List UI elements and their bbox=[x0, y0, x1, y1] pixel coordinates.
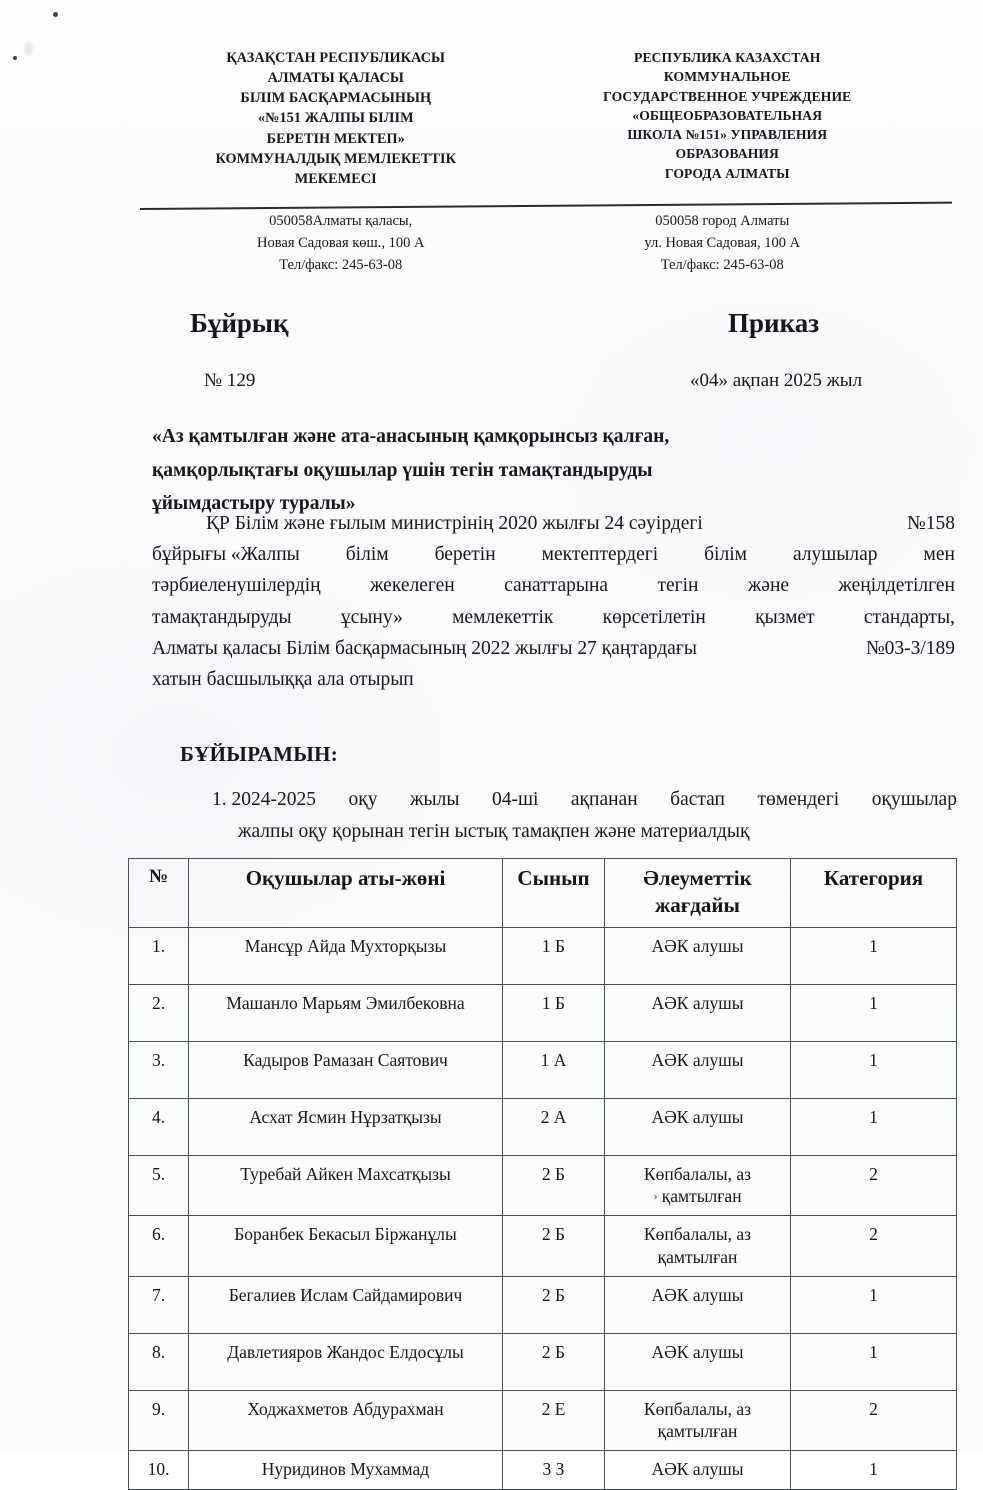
cell-num: 10. bbox=[129, 1451, 189, 1490]
preamble-text: санаттарына bbox=[504, 575, 609, 597]
command-item-text: ақпанан bbox=[570, 789, 638, 810]
cell-num: 2. bbox=[129, 984, 189, 1041]
preamble-text: мен bbox=[923, 544, 955, 566]
students-table bbox=[128, 858, 957, 1490]
cell-social-line2: › қамтылған bbox=[608, 1185, 787, 1208]
letterhead-kazakh-line: БЕРЕТІН МЕКТЕП» bbox=[266, 130, 405, 147]
cell-name: Ходжахметов Абдурахман bbox=[189, 1390, 503, 1451]
column-header-category: Категория bbox=[791, 859, 957, 928]
cell-social-line1: Көпбалалы, аз bbox=[643, 1224, 752, 1245]
cell-category: 2 bbox=[791, 1155, 957, 1216]
cell-name: Асхат Ясмин Нұрзатқызы bbox=[189, 1098, 503, 1155]
cell-social-line1: АӘК алушы bbox=[651, 1459, 744, 1480]
cell-category: 2 bbox=[791, 1216, 957, 1277]
letterhead-kazakh bbox=[140, 48, 532, 189]
letterhead-russian-line: «ОБЩЕОБРАЗОВАТЕЛЬНАЯ bbox=[632, 107, 823, 123]
command-item-line: жалпы оқу қорынан тегін ыстық тамақпен және материалдық bbox=[238, 820, 750, 842]
cell-social bbox=[605, 984, 791, 1041]
preamble-line bbox=[152, 508, 955, 539]
table-row bbox=[129, 1451, 957, 1490]
letterhead-kazakh-line: ҚАЗАҚСТАН РЕСПУБЛИКАСЫ bbox=[226, 50, 446, 66]
cell-category: 1 bbox=[791, 1041, 957, 1098]
cell-social-line1: АӘК алушы bbox=[651, 992, 744, 1013]
preamble-text: беретін bbox=[434, 544, 496, 566]
table-row bbox=[129, 1276, 957, 1333]
cell-social-line2: қамтылған bbox=[657, 1421, 738, 1442]
letterhead-kazakh-line: БІЛІМ БАСҚАРМАСЫНЫҢ bbox=[240, 90, 432, 107]
order-subject-line: ұйымдастыру туралы» bbox=[152, 493, 356, 515]
cell-social-line1: АӘК алушы bbox=[651, 935, 744, 956]
cell-name: Машанло Марьям Эмилбековна bbox=[189, 984, 503, 1041]
preamble-line bbox=[152, 570, 955, 601]
cell-category: 1 bbox=[791, 1333, 957, 1390]
cell-name: Мансұр Айда Мухторқызы bbox=[189, 927, 503, 984]
preamble-text: қызмет bbox=[755, 606, 815, 628]
letterhead-russian-line: КОММУНАЛЬНОЕ bbox=[663, 69, 791, 85]
cell-name: Давлетияров Жандос Елдосұлы bbox=[189, 1333, 503, 1390]
letterhead bbox=[0, 48, 983, 189]
table-row bbox=[129, 1333, 957, 1390]
letterhead-kazakh-line: АЛМАТЫ ҚАЛАСЫ bbox=[267, 70, 404, 87]
cell-num: 3. bbox=[129, 1041, 189, 1098]
letterhead-kazakh-line: «№151 ЖАЛПЫ БІЛІМ bbox=[257, 110, 414, 127]
cell-social bbox=[605, 1276, 791, 1333]
letterhead-russian-line: ОБРАЗОВАНИЯ bbox=[675, 146, 779, 162]
cell-class: 1 А bbox=[503, 1041, 605, 1098]
cell-social bbox=[605, 1216, 791, 1277]
preamble-text: мектептердегі bbox=[541, 544, 659, 566]
cell-social bbox=[605, 1098, 791, 1155]
preamble-text: білім bbox=[345, 544, 389, 566]
cell-name: Бегалиев Ислам Сайдамирович bbox=[189, 1276, 503, 1333]
cell-num: 6. bbox=[129, 1216, 189, 1277]
preamble-text: мемлекеттік bbox=[452, 606, 554, 628]
column-header-class: Сынып bbox=[503, 859, 605, 928]
address-block bbox=[0, 210, 983, 276]
column-header-social-line2: жағдайы bbox=[655, 893, 740, 918]
preamble-line bbox=[152, 633, 955, 664]
preamble-text: Алматы қаласы Білім басқармасының 2022 жылғы 27 қаңтардағы bbox=[152, 637, 697, 659]
cell-social bbox=[605, 1041, 791, 1098]
command-item-text: 1. 2024-2025 bbox=[212, 789, 316, 810]
preamble-text: білім bbox=[704, 544, 747, 566]
cell-category: 2 bbox=[791, 1390, 957, 1451]
cell-num: 4. bbox=[129, 1098, 189, 1155]
table-row bbox=[129, 984, 957, 1041]
cell-category: 1 bbox=[791, 927, 957, 984]
command-item-text: оқушылар bbox=[871, 789, 957, 810]
cell-social bbox=[605, 927, 791, 984]
cell-category: 1 bbox=[791, 1451, 957, 1490]
cell-name: Туребай Айкен Махсатқызы bbox=[189, 1155, 503, 1216]
cell-social-line2: қамтылған bbox=[657, 1246, 738, 1267]
order-title-russian: Приказ bbox=[728, 308, 820, 338]
cell-class: 2 Б bbox=[503, 1155, 605, 1216]
table-header-row bbox=[129, 859, 957, 928]
cell-num: 9. bbox=[129, 1390, 189, 1451]
cell-name: Кадыров Рамазан Саятович bbox=[189, 1041, 503, 1098]
cell-name: Нуридинов Мухаммад bbox=[189, 1451, 503, 1490]
preamble-text: ұсыну» bbox=[340, 606, 403, 628]
address-kazakh bbox=[150, 210, 532, 276]
cell-category: 1 bbox=[791, 984, 957, 1041]
address-kazakh-phone: Тел/факс: 245-63-08 bbox=[279, 257, 403, 274]
letterhead-russian-line: ГОСУДАРСТВЕННОЕ УЧРЕЖДЕНИЕ bbox=[603, 88, 852, 104]
cell-class: 2 Б bbox=[503, 1333, 605, 1390]
table-row bbox=[129, 927, 957, 984]
preamble-text: жеңілдетілген bbox=[838, 575, 955, 597]
preamble-text: тамақтандыруды bbox=[152, 606, 292, 628]
cell-category: 1 bbox=[791, 1276, 957, 1333]
cell-social bbox=[605, 1451, 791, 1490]
cell-num: 1. bbox=[129, 927, 189, 984]
letterhead-kazakh-line: КОММУНАЛДЫҚ МЕМЛЕКЕТТІК bbox=[215, 150, 457, 167]
command-item-1 bbox=[212, 784, 957, 847]
cell-num: 8. bbox=[129, 1333, 189, 1390]
cell-category: 1 bbox=[791, 1098, 957, 1155]
cell-social bbox=[605, 1390, 791, 1451]
cell-social-line1: Көпбалалы, аз bbox=[643, 1163, 752, 1184]
address-russian bbox=[532, 210, 914, 276]
preamble-line bbox=[152, 602, 955, 633]
address-russian-phone: Тел/факс: 245-63-08 bbox=[660, 257, 784, 274]
cell-class: 1 Б bbox=[503, 984, 605, 1041]
table-row bbox=[129, 1390, 957, 1451]
cell-num: 7. bbox=[129, 1276, 189, 1333]
table-row bbox=[129, 1041, 957, 1098]
cell-social bbox=[605, 1333, 791, 1390]
cell-class: 2 Е bbox=[503, 1390, 605, 1451]
preamble-text: көрсетілетін bbox=[602, 606, 706, 628]
command-item-line bbox=[212, 784, 957, 816]
preamble-line bbox=[152, 539, 955, 570]
address-russian-line: 050058 город Алматы bbox=[655, 213, 790, 229]
cell-num: 5. bbox=[129, 1155, 189, 1216]
cell-name: Боранбек Бекасыл Біржанұлы bbox=[189, 1216, 503, 1277]
preamble-text: тәрбиеленушілердің bbox=[152, 575, 321, 597]
command-item-text: бастап bbox=[670, 789, 725, 810]
scan-speck bbox=[53, 12, 58, 17]
address-kazakh-line: 050058Алматы қаласы, bbox=[269, 213, 413, 229]
cell-class: 2 Б bbox=[503, 1276, 605, 1333]
command-item-text: 04-ші bbox=[491, 789, 539, 810]
cell-class: 1 Б bbox=[503, 927, 605, 984]
command-heading: БҰЙЫРАМЫН: bbox=[180, 742, 339, 766]
table-row bbox=[129, 1155, 957, 1216]
command-item-text: оқу bbox=[348, 789, 378, 810]
cell-social-line1: АӘК алушы bbox=[651, 1341, 744, 1362]
cell-class: 3 З bbox=[503, 1451, 605, 1490]
students-table-wrapper bbox=[128, 858, 956, 1490]
cell-social-line1: АӘК алушы bbox=[651, 1106, 744, 1127]
cell-social-line1: АӘК алушы bbox=[651, 1284, 744, 1305]
order-title-kazakh: Бұйрық bbox=[190, 308, 289, 338]
column-header-num: № bbox=[129, 859, 189, 928]
address-kazakh-line: Новая Садовая көш., 100 А bbox=[257, 235, 425, 252]
order-subject bbox=[152, 420, 852, 521]
preamble-text: жекелеген bbox=[369, 575, 455, 597]
cell-class: 2 Б bbox=[503, 1216, 605, 1277]
preamble-line: хатын басшылыққа ала отырып bbox=[152, 668, 414, 690]
order-subject-line: қамқорлықтағы оқушылар үшін тегін тамақтандыруды bbox=[152, 459, 653, 481]
address-russian-line: ул. Новая Садовая, 100 А bbox=[644, 235, 801, 252]
preamble-text: және bbox=[747, 575, 790, 597]
order-number: № 129 bbox=[204, 370, 256, 391]
letterhead-russian bbox=[532, 48, 924, 189]
preamble-text: №158 bbox=[907, 513, 955, 534]
preamble-text: стандарты, bbox=[863, 606, 955, 628]
column-header-social-line1: Әлеуметтік bbox=[643, 866, 752, 890]
cell-social bbox=[605, 1155, 791, 1216]
column-header-social bbox=[605, 859, 791, 928]
preamble-text: тегін bbox=[657, 575, 699, 597]
letterhead-kazakh-line: МЕКЕМЕСІ bbox=[294, 170, 377, 187]
table-row bbox=[129, 1216, 957, 1277]
table-row bbox=[129, 1098, 957, 1155]
cell-social-line1: Көпбалалы, аз bbox=[643, 1398, 752, 1419]
header-divider bbox=[140, 202, 952, 210]
letterhead-russian-line: ГОРОДА АЛМАТЫ bbox=[664, 165, 790, 181]
order-subject-line: «Аз қамтылған және ата-анасының қамқорынсыз қалған, bbox=[152, 426, 670, 447]
letterhead-russian-line: РЕСПУБЛИКА КАЗАХСТАН bbox=[634, 50, 821, 65]
letterhead-russian-line: ШКОЛА №151» УПРАВЛЕНИЯ bbox=[627, 127, 828, 143]
order-date: «04» ақпан 2025 жыл bbox=[690, 370, 863, 391]
cell-class: 2 А bbox=[503, 1098, 605, 1155]
preamble-text: ҚР Білім және ғылым министрінің 2020 жылғы 24 сәуірдегі bbox=[206, 513, 703, 534]
command-item-text: төмендегі bbox=[757, 789, 840, 810]
preamble-text: бұйрығы «Жалпы bbox=[152, 544, 300, 566]
preamble-text: алушылар bbox=[792, 544, 878, 566]
cell-social-line1: АӘК алушы bbox=[651, 1049, 744, 1070]
column-header-name: Оқушылар аты-жөні bbox=[189, 859, 503, 928]
order-preamble bbox=[152, 508, 955, 695]
command-item-text: жылы bbox=[410, 789, 460, 810]
preamble-text: №03-3/189 bbox=[865, 637, 955, 659]
